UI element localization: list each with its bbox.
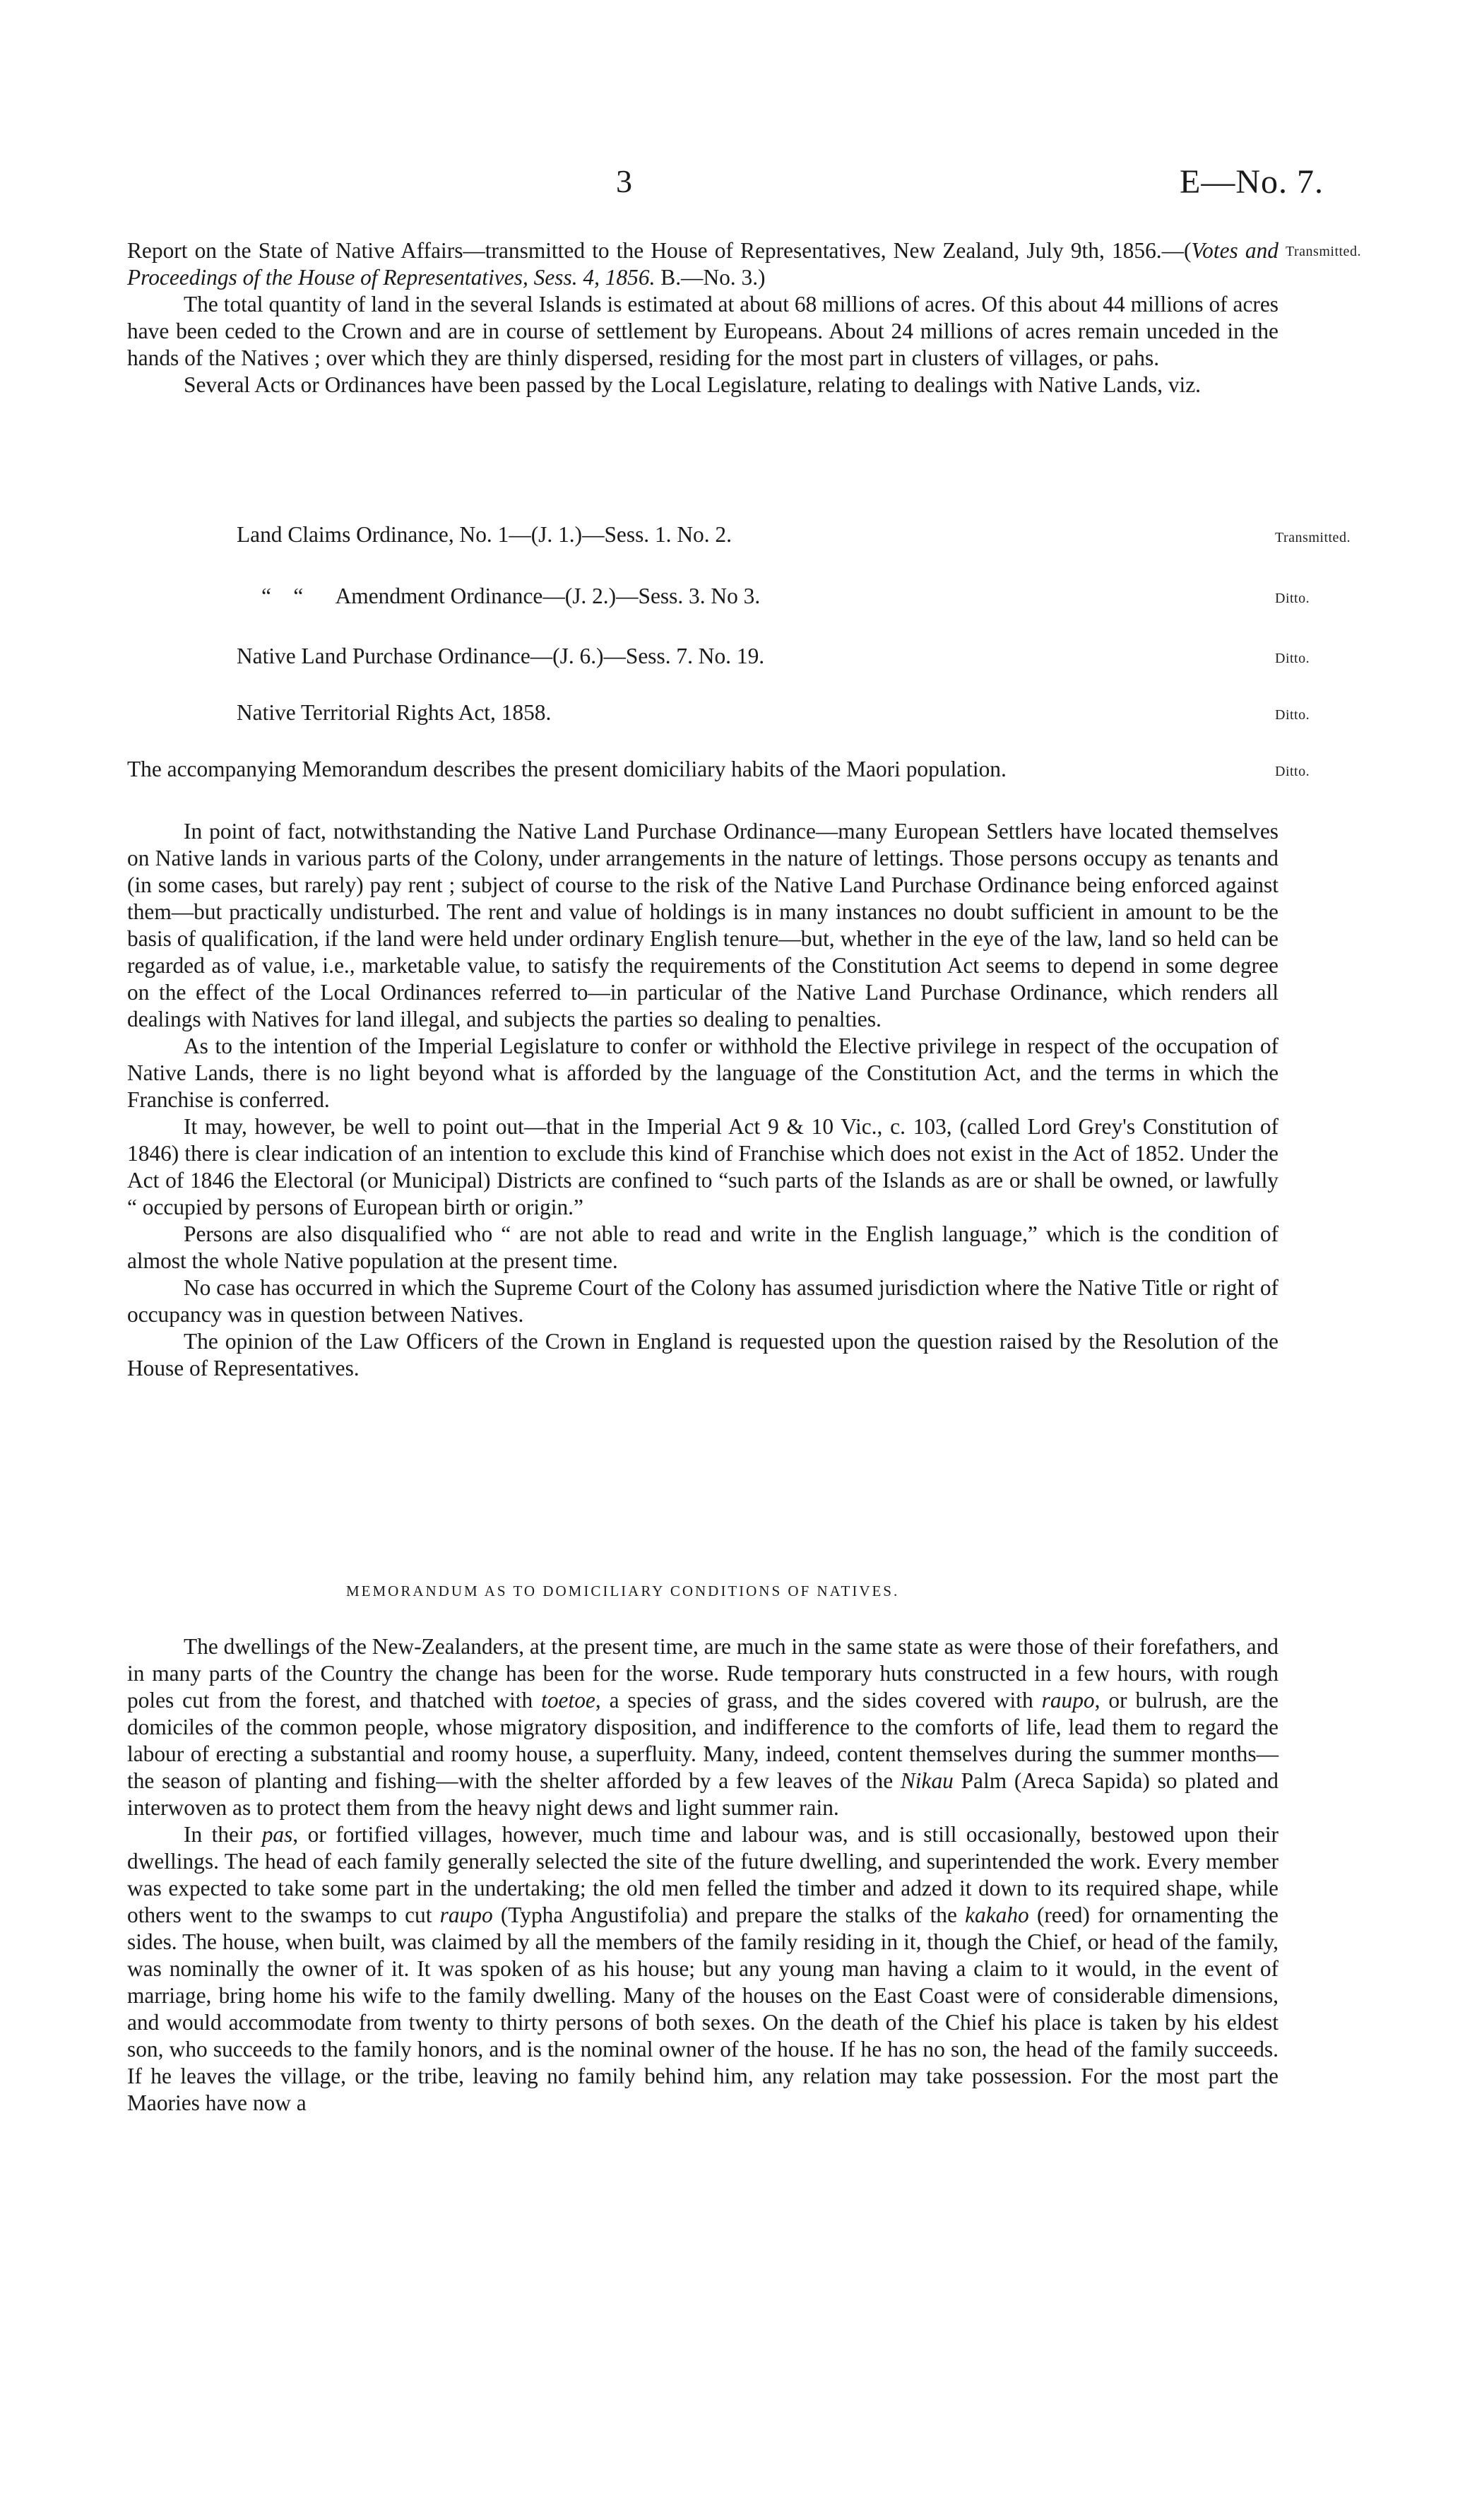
body-paragraph: The opinion of the Law Officers of the Crown in England is requested upon the question raised by the Resolution of the House of Representatives. [127, 1329, 1279, 1380]
page-number: 3 [616, 163, 632, 199]
ordinance-note: Ditto. [1275, 651, 1310, 666]
ordinance-item: “ “ Amendment Ordinance—(J. 2.)—Sess. 3. No 3. [261, 584, 761, 608]
ordinance-note: Ditto. [1275, 707, 1310, 723]
report-paragraph-1: Report on the State of Native Affairs—transmitted to the House of Representatives, New Zealand, July 9th, 1856.—(Votes and Proceedings of the House of Representatives, Sess. 4, 1856. B.—No. 3.) [127, 238, 1279, 290]
ordinance-item: Land Claims Ordinance, No. 1—(J. 1.)—Sess. 1. No. 2. [237, 522, 732, 547]
report-intro [127, 237, 1279, 398]
ordinance-note: Ditto. [1275, 591, 1310, 606]
body-paragraph: It may, however, be well to point out—that in the Imperial Act 9 & 10 Vic., c. 103, (called Lord Grey's Constitution of 1846) there is clear indication of an intention to exclude this kind of Franchise which does not exist in the Act of 1852. Under the Act of 1846 the Electoral (or Municipal) Districts are confined to “such parts of the Islands as are or shall be owned, or lawfully “ occupied by persons of European birth or origin.” [127, 1114, 1279, 1219]
report-paragraph-3: Several Acts or Ordinances have been passed by the Local Legislature, relating to dealings with Native Lands, viz. [184, 372, 1202, 397]
ordinance-item: Native Territorial Rights Act, 1858. [237, 700, 552, 725]
report-paragraph-2: The total quantity of land in the several Islands is estimated at about 68 millions of acres. Of this about 44 millions of acres have been ceded to the Crown and are in course of settlement by Europeans. About 24 millions of acres remain unceded in the hands of the Natives ; over which they are thinly dispersed, residing for the most part in clusters of villages, or pahs. [127, 292, 1279, 370]
memo-paragraph: The dwellings of the New-Zealanders, at the present time, are much in the same state as were those of their forefathers, and in many parts of the Country the change has been for the worse. Rude temporary huts constructed in a few hours, with rough poles cut from the forest, and thatched with toetoe, a species of grass, and the sides covered with raupo, or bulrush, are the domiciles of the common people, whose migratory disposition, and indifference to the comforts of life, lead them to regard the labour of erecting a substantial and roomy house, a superfluity. Many, indeed, content themselves during the summer months—the season of planting and fishing—with the shelter afforded by a few leaves of the Nikau Palm (Areca Sapida) so plated and interwoven as to protect them from the heavy night dews and light summer rain. [127, 1634, 1279, 1820]
memorandum-note: Ditto. [1275, 764, 1310, 779]
memorandum-body [127, 1633, 1279, 2117]
body-paragraph: No case has occurred in which the Supreme Court of the Colony has assumed jurisdiction where the Native Title or right of occupancy was in question between Natives. [127, 1275, 1279, 1327]
body-paragraph: In point of fact, notwithstanding the Native Land Purchase Ordinance—many European Settlers have located themselves on Native lands in various parts of the Colony, under arrangements in the nature of lettings. Those persons occupy as tenants and (in some cases, but rarely) pay rent ; subject of course to the risk of the Native Land Purchase Ordinance being enforced against them—but practically undisturbed. The rent and value of holdings is in many instances no doubt sufficient in amount to be the basis of qualification, if the land were held under ordinary English tenure—but, whether in the eye of the law, land so held can be regarded as of value, i.e., marketable value, to satisfy the requirements of the Constitution Act seems to depend in some degree on the effect of the Local Ordinances referred to—in particular of the Native Land Purchase Ordinance, which renders all dealings with Natives for land illegal, and subjects the parties so dealing to penalties. [127, 819, 1279, 1031]
margin-note-transmitted: Transmitted. [1286, 244, 1361, 259]
ordinance-note: Transmitted. [1275, 530, 1351, 545]
ordinance-item: Native Land Purchase Ordinance—(J. 6.)—Sess. 7. No. 19. [237, 644, 765, 668]
body-paragraph: As to the intention of the Imperial Legislature to confer or withhold the Elective privilege in respect of the occupation of Native Lands, there is no light beyond what is afforded by the language of the Constitution Act, and the terms in which the Franchise is conferred. [127, 1034, 1279, 1112]
memorandum-heading: MEMORANDUM AS TO DOMICILIARY CONDITIONS OF NATIVES. [346, 1583, 900, 1599]
body-paragraph: Persons are also disqualified who “ are not able to read and write in the English language,” which is the condition of almost the whole Native population at the present time. [127, 1221, 1279, 1273]
memorandum-reference: The accompanying Memorandum describes the present domiciliary habits of the Maori population. [127, 757, 1007, 781]
paper-reference: E—No. 7. [1180, 163, 1324, 201]
report-body [127, 818, 1279, 1382]
memo-paragraph: In their pas, or fortified villages, however, much time and labour was, and is still occasionally, bestowed upon their dwellings. The head of each family generally selected the site of the future dwelling, and superintended the work. Every member was expected to take some part in the undertaking; the old men felled the timber and adzed it down to its required shape, while others went to the swamps to cut raupo (Typha Angustifolia) and prepare the stalks of the kakaho (reed) for ornamenting the sides. The house, when built, was claimed by all the members of the family residing in it, though the Chief, or head of the family, was nominally the owner of it. It was spoken of as his house; but any young man having a claim to it would, in the event of marriage, bring home his wife to the family dwelling. Many of the houses on the East Coast were of considerable dimensions, and would accommodate from twenty to thirty persons of both sexes. On the death of the Chief his place is taken by his eldest son, who succeeds to the family honors, and is the nominal owner of the house. If he has no son, the head of the family succeeds. If he leaves the village, or the tribe, leaving no family behind him, any relation may take possession. For the most part the Maories have now a [127, 1822, 1279, 2115]
